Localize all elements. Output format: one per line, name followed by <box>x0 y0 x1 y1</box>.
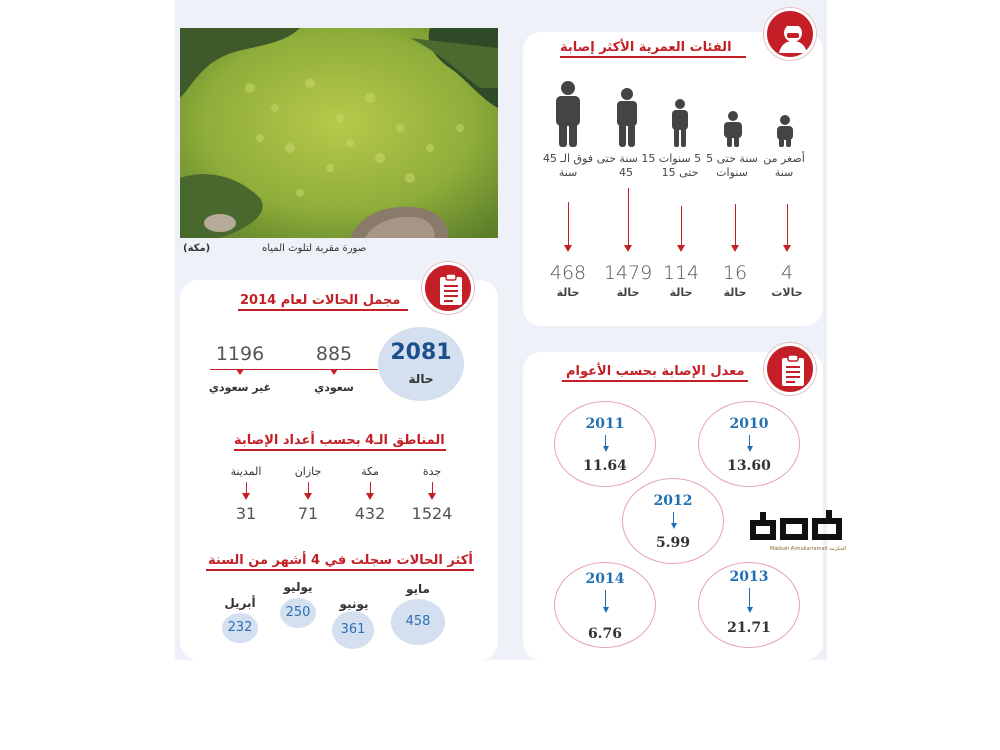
year-label-2014: 2014 <box>585 571 625 587</box>
age-value-15-45: 1479 <box>603 262 653 284</box>
age-value-over-45: 468 <box>549 262 587 284</box>
year-ring-2011 <box>554 401 656 487</box>
year-value-2010: 13.60 <box>727 458 771 474</box>
age-label-15-45: 15 سنة حتى 45 <box>596 152 656 179</box>
regions-section-title: المناطق الـ4 بحسب أعداد الإصابة <box>234 433 445 448</box>
person-icon-medium <box>672 99 688 147</box>
age-label-over-45: فوق الـ 45 سنة <box>542 152 594 179</box>
age-title-underline <box>560 56 746 58</box>
month-bubble-april: 232 <box>222 613 258 643</box>
rates-title-underline <box>562 380 748 382</box>
clipboard-badge <box>422 262 474 314</box>
photo-credit: (مكة) <box>183 243 211 254</box>
age-label-1-5: سنة حتى 5 سنوات <box>706 152 758 179</box>
totals-section-title: مجمل الحالات لعام 2014 <box>240 293 401 308</box>
year-label-2013: 2013 <box>729 569 769 585</box>
age-arrow-head <box>731 245 739 252</box>
age-arrow-line <box>735 204 736 246</box>
year-ring-2010 <box>698 401 800 487</box>
saudi-label: سعودي <box>314 381 354 394</box>
year-label-2011: 2011 <box>585 416 625 432</box>
age-label-under-1: أصغر من سنة <box>763 152 805 179</box>
region-value-madinah: 31 <box>235 504 257 523</box>
non-saudi-label: غير سعودي <box>208 381 272 394</box>
region-value-makkah: 432 <box>354 504 386 523</box>
age-unit: حالة <box>556 286 580 299</box>
totals-title-underline <box>238 309 408 311</box>
doctor-icon <box>767 11 819 63</box>
clipboard-badge <box>764 343 816 395</box>
year-value-2014: 6.76 <box>587 626 623 642</box>
age-unit: حالة <box>669 286 693 299</box>
doctor-badge <box>764 8 816 60</box>
region-arrow-head <box>304 493 312 500</box>
saudi-marker <box>330 369 338 375</box>
year-arrow-line <box>605 590 606 608</box>
months-section-title: أكثر الحالات سجلت في 4 أشهر من السنة <box>208 553 473 568</box>
age-label-5-15: 5 سنوات حتى 15 <box>658 152 702 179</box>
person-icon-medium-large <box>617 88 637 147</box>
water-pollution-photo <box>180 28 498 238</box>
photo-caption: صورة مقربة لتلوث المياه <box>262 243 367 254</box>
year-ring-2014 <box>554 562 656 648</box>
person-icon-small <box>724 111 742 147</box>
age-figures <box>548 80 808 150</box>
region-value-jeddah: 1524 <box>411 504 453 523</box>
year-ring-2012 <box>622 478 724 564</box>
month-bubble-may: 458 <box>391 599 445 645</box>
year-arrow-head <box>747 446 753 452</box>
month-name-april: أبريل <box>224 596 256 610</box>
region-name-madinah: المدينة <box>230 465 262 478</box>
total-cases-circle <box>378 327 464 401</box>
region-name-jeddah: جدة <box>422 465 442 478</box>
year-ring-2013 <box>698 562 800 648</box>
month-name-june: يونيو <box>339 597 369 611</box>
year-arrow-head <box>603 607 609 613</box>
age-arrow-head <box>564 245 572 252</box>
clipboard-icon <box>425 265 477 317</box>
year-arrow-head <box>603 446 609 452</box>
non-saudi-marker <box>236 369 244 375</box>
person-icon-large <box>556 81 580 147</box>
region-arrow-head <box>366 493 374 500</box>
month-bubble-june: 361 <box>332 611 374 649</box>
person-icon-infant <box>777 115 793 147</box>
region-value-jazan: 71 <box>297 504 319 523</box>
age-arrow-head <box>783 245 791 252</box>
region-arrow-head <box>242 493 250 500</box>
clipboard-icon <box>767 346 819 398</box>
year-value-2011: 11.64 <box>583 458 627 474</box>
age-unit: حالات <box>771 286 803 299</box>
regions-title-underline <box>234 449 446 451</box>
year-value-2012: 5.99 <box>655 535 691 551</box>
saudi-value: 885 <box>315 343 353 365</box>
year-label-2012: 2012 <box>653 493 693 509</box>
age-arrow-line <box>681 206 682 246</box>
rates-section-title: معدل الإصابة بحسب الأعوام <box>566 364 745 379</box>
age-arrow-line <box>628 188 629 246</box>
non-saudi-value: 1196 <box>215 343 265 365</box>
age-unit: حالة <box>723 286 747 299</box>
total-cases-value: 2081 <box>390 340 452 365</box>
year-arrow-line <box>749 588 750 608</box>
age-arrow-line <box>568 202 569 246</box>
month-name-july: يوليو <box>283 580 313 594</box>
total-cases-unit: حالة <box>408 372 434 386</box>
year-label-2010: 2010 <box>729 416 769 432</box>
year-arrow-head <box>747 607 753 613</box>
age-value-5-15: 114 <box>662 262 700 284</box>
region-name-makkah: مكة <box>361 465 379 478</box>
age-value-1-5: 16 <box>722 262 748 284</box>
month-bubble-july: 250 <box>280 598 316 628</box>
age-arrow-head <box>624 245 632 252</box>
age-arrow-line <box>787 204 788 246</box>
year-value-2013: 21.71 <box>727 620 771 636</box>
year-arrow-head <box>671 523 677 529</box>
age-arrow-head <box>677 245 685 252</box>
months-title-underline <box>206 569 474 571</box>
logo-subtitle: Makkah Almukarramah المكرمة <box>769 546 846 552</box>
age-value-under-1: 4 <box>780 262 794 284</box>
month-name-may: مايو <box>406 582 430 596</box>
region-arrow-head <box>428 493 436 500</box>
age-unit: حالة <box>616 286 640 299</box>
age-section-title: الفئات العمرية الأكثر إصابة <box>560 40 732 55</box>
region-name-jazan: جازان <box>294 465 322 478</box>
